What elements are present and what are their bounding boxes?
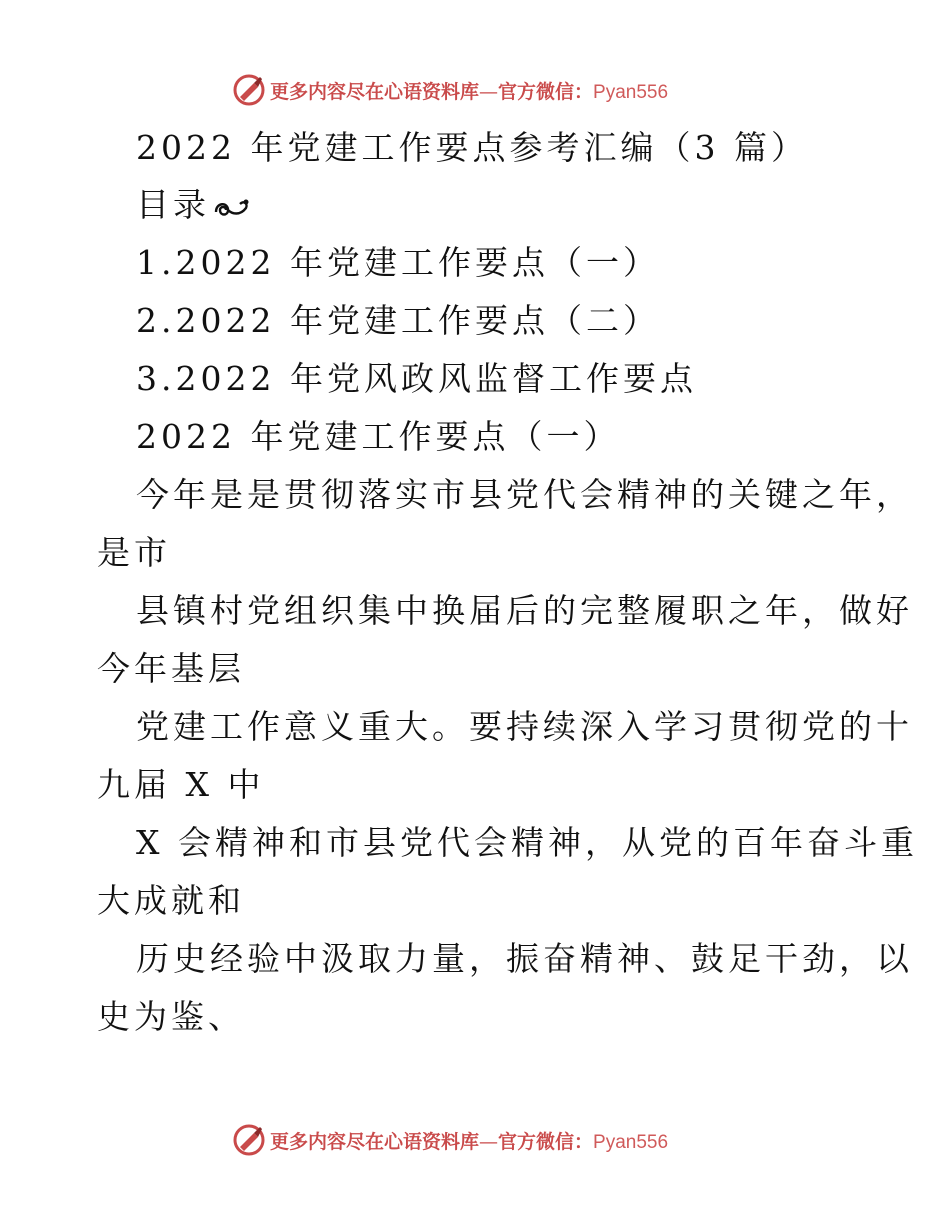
pen-logo-icon: [232, 73, 266, 107]
footer-watermark: [232, 1122, 668, 1158]
paragraph-line: 今年基层: [97, 649, 245, 688]
paragraph-line: 史为鉴、: [97, 997, 245, 1036]
pen-logo-icon: [232, 1123, 266, 1157]
wechat-id: Pyan556: [593, 1131, 669, 1153]
paragraph-line: 历史经验中汲取力量，振奋精神、鼓足干劲，以: [136, 939, 913, 978]
section-heading: 2022 年党建工作要点（一）: [136, 417, 621, 456]
toc-item-2[interactable]: 2.2022 年党建工作要点（二）: [136, 301, 660, 340]
toc-item-1[interactable]: 1.2022 年党建工作要点（一）: [136, 243, 660, 282]
toc-item-3[interactable]: 3.2022 年党风政风监督工作要点: [136, 359, 697, 398]
paragraph-line: 县镇村党组织集中换届后的完整履职之年，做好: [136, 591, 913, 630]
swirl-ornament-icon: [212, 194, 252, 220]
watermark-text: 更多内容尽在心语资料库—官方微信：Pyan556: [270, 80, 669, 103]
paragraph-line: 今年是是贯彻落实市县党代会精神的关键之年，: [136, 475, 913, 514]
document-title: 2022 年党建工作要点参考汇编（3 篇）: [136, 128, 808, 167]
paragraph-line: 党建工作意义重大。要持续深入学习贯彻党的十: [136, 707, 913, 746]
paragraph-line: 大成就和: [97, 881, 245, 920]
toc-heading: 目录: [136, 185, 210, 224]
toc-heading-row: [136, 185, 252, 225]
paragraph-line: X 会精神和市县党代会精神，从党的百年奋斗重: [136, 823, 918, 862]
paragraph-line: 是市: [97, 533, 171, 572]
paragraph-line: 九届 X 中: [97, 765, 265, 804]
watermark-text: 更多内容尽在心语资料库—官方微信：Pyan556: [270, 1130, 669, 1153]
header-watermark: [232, 72, 668, 108]
wechat-id: Pyan556: [593, 81, 669, 103]
